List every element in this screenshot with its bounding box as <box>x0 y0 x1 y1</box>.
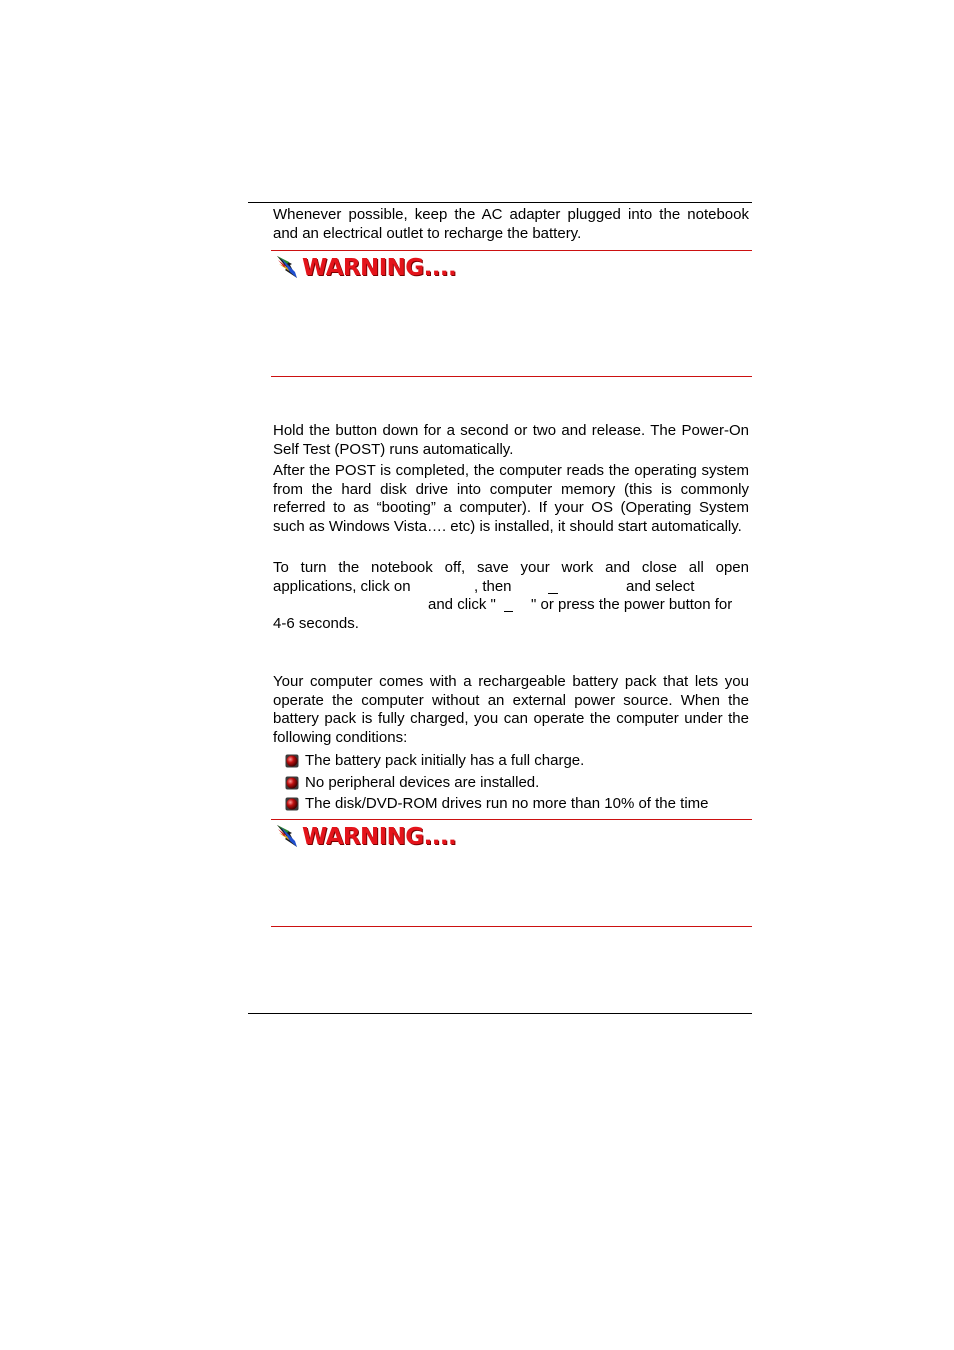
warning-banner-1 <box>275 254 475 282</box>
top-rule <box>248 202 752 203</box>
power-off-fragment-e: " or press the power button for <box>531 596 733 613</box>
warning-banner-2 <box>275 823 475 851</box>
power-off-line-2 <box>273 578 749 597</box>
condition-text: No peripheral devices are installed. <box>305 773 540 791</box>
warning-label: WARNING.... <box>302 255 457 281</box>
condition-text: The battery pack initially has a full charge. <box>305 752 585 769</box>
warning-rule-top-2 <box>271 819 752 820</box>
power-off-line-1: To turn the notebook off, save your work and close all open <box>273 559 749 576</box>
list-item <box>285 752 755 774</box>
red-ball-bullet-icon <box>285 797 299 811</box>
power-off-fragment-c: and select <box>626 577 695 595</box>
red-ball-bullet-icon <box>285 776 299 790</box>
power-off-fragment-b: , then <box>474 577 512 595</box>
condition-text: The disk/DVD-ROM drives run no more than 10% of the time <box>305 795 709 812</box>
battery-conditions-list <box>285 752 755 817</box>
power-off-line-3 <box>273 596 749 615</box>
underscore-mark <box>548 581 558 594</box>
intro-paragraph: Whenever possible, keep the AC adapter plugged into the notebook and an electrical outlet to recharge the battery. <box>273 206 749 242</box>
power-off-fragment-a: applications, click on <box>273 577 411 595</box>
warning-label: WARNING.... <box>302 824 457 850</box>
battery-paragraph: Your computer comes with a rechargeable battery pack that lets you operate the computer without an external power source. When the battery pack is fully charged, you can operate the computer under the following conditions: <box>273 673 749 746</box>
red-ball-bullet-icon <box>285 754 299 768</box>
underscore-mark-2 <box>504 599 513 612</box>
warning-arrows-icon <box>275 254 301 280</box>
list-item <box>285 774 755 796</box>
warning-rule-top-1 <box>271 250 752 251</box>
power-on-paragraph-1: Hold the button down for a second or two and release. The Power-On Self Test (POST) runs automatically. <box>273 422 749 458</box>
power-off-line-4: 4-6 seconds. <box>273 614 359 632</box>
warning-rule-bottom-2 <box>271 926 752 927</box>
bottom-rule <box>248 1013 752 1014</box>
power-off-fragment-d: and click " <box>428 596 496 613</box>
list-item <box>285 795 755 817</box>
power-off-paragraph <box>273 559 749 633</box>
warning-arrows-icon <box>275 823 301 849</box>
power-on-paragraph-2: After the POST is completed, the computer reads the operating system from the hard disk drive into computer memory (this is commonly referred to as “booting” a computer). If your OS (Operating System such as Windows Vista…. etc) is installed, it should start automatically. <box>273 462 749 535</box>
warning-rule-bottom-1 <box>271 376 752 377</box>
